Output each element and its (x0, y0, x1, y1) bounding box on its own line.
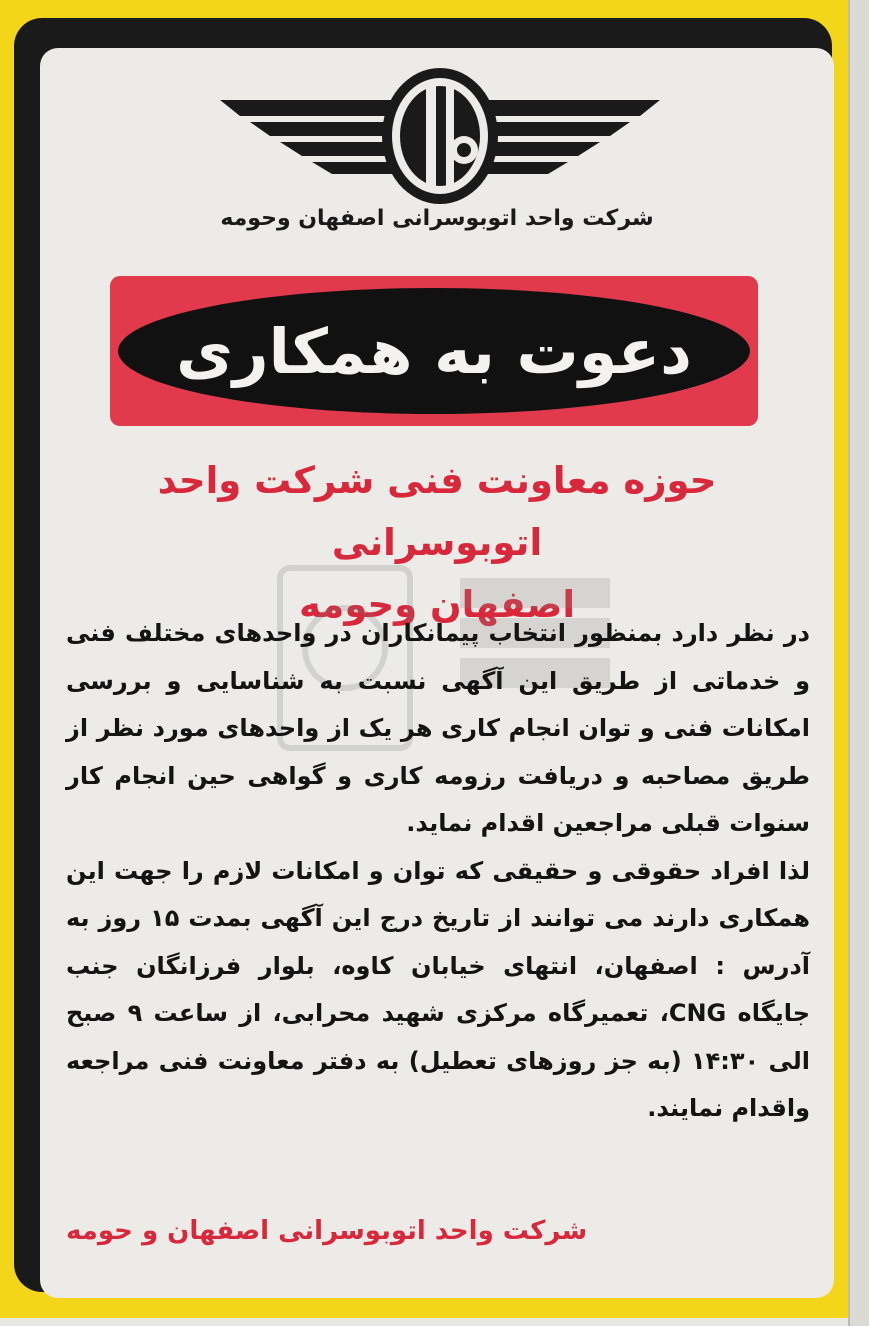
headline-line1: حوزه معاونت فنی شرکت واحد اتوبوسرانی (157, 459, 717, 564)
headline-line2: اصفهان وحومه (298, 583, 576, 626)
signature: شرکت واحد اتوبوسرانی اصفهان و حومه (66, 1216, 588, 1246)
body-paragraph-1: در نظر دارد بمنظور انتخاب پیمانکاران در واحدهای مختلف فنی و خدماتی از طریق این آگهی نسبت به شناسایی و بررسی امکانات فنی و توان انجام کاری هر یک از واحدهای مورد نظر از طریق مصاحبه و دریافت رزومه کاری و گواهی حین انجام کار سنوات قبلی مراجعین اقدام نماید. (66, 619, 810, 837)
banner-oval (118, 288, 750, 414)
banner-title: دعوت به همکاری (176, 314, 692, 388)
company-header: شرکت واحد اتوبوسرانی اصفهان وحومه (220, 206, 654, 231)
ad-body (66, 610, 810, 1133)
ad-frame (14, 18, 832, 1292)
invitation-banner (110, 276, 758, 426)
ad-content-area (40, 48, 834, 1298)
newspaper-edge (848, 0, 869, 1326)
body-paragraph-2: لذا افراد حقوقی و حقیقی که توان و امکانات لازم را جهت این همکاری دارند می توانند از تاریخ درج این آگهی بمدت ۱۵ روز به آدرس : اصفهان، انتهای خیابان کاوه، بلوار فرزانگان جنب جایگاه CNG، تعمیرگاه مرکزی شهید محرابی، از ساعت ۹ صبح الی ۱۴:۳۰ (به جز روزهای تعطیل) به دفتر معاونت فنی مراجعه واقدام نمایند. (66, 856, 811, 1122)
winged-bus-emblem-icon (210, 60, 670, 210)
